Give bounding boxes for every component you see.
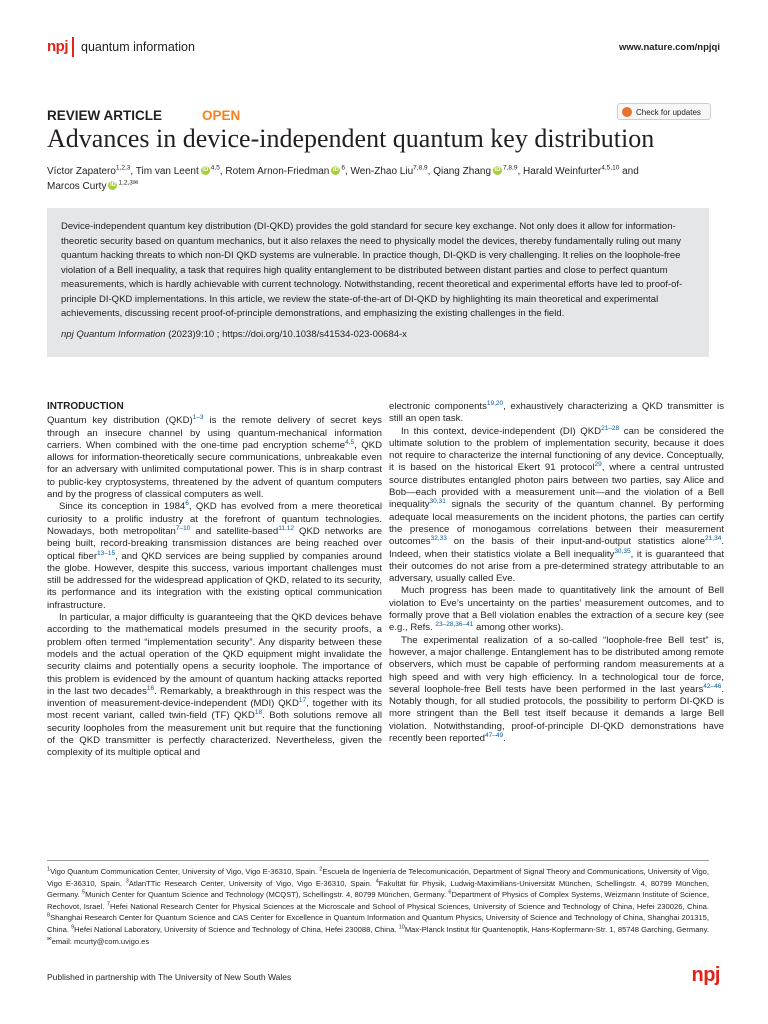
contact-email[interactable]: email: mcurty@com.uvigo.es [51,936,150,946]
reference-link[interactable]: 30,35 [614,547,631,555]
paragraph: Much progress has been made to quantitatively link the amount of Bell violation to Eve’s uncertainty on the parties’ measurement outcomes, and to formally prove that a Bell violation enables the extraction of a secure key (see e.g., Refs. $^{23-28,36-41}$ among other works). [389,585,724,634]
author-name[interactable]: Víctor Zapatero [47,166,116,177]
reference-link[interactable]: 19,20 [486,399,504,407]
author-affiliation: 4,5 [210,164,220,172]
reference-link[interactable]: 23–28,36–41 [435,621,474,629]
reference-link[interactable]: 32,33 [430,535,447,543]
abstract-text: Device-independent quantum key distribution (DI-QKD) provides the gold standard for secure key exchange. Not only does it allow for information-theoretic security based on quantum mechanics, but it also relaxes the need to physically model the devices, thereby fundamentally ruling out many quantum hacking threats to which non-DI QKD systems are vulnerable. In practice though, DI-QKD is very challenging. It relies on the loophole-free violation of a Bell inequality, a task that requires high quality entanglement to be distributed between distant parties and close to perfect quantum measurements, which is hardly achievable with current technology. Notwithstanding, recent theoretical and experimental efforts have led to proof-of-principle DI-QKD implementations. In this article, we review the state-of-the-art of DI-QKD by highlighting its main theoretical and experimental achievements, discussing recent proof-of-principle demonstrations, and emphasizing the existing challenges in the field. [61,221,683,319]
article-title: Advances in device-independent quantum key distribution [47,124,655,153]
author-affiliation: 1,2,3✉ [118,179,139,187]
author-name[interactable]: Tim van Leent [135,166,199,177]
journal-url[interactable]: www.nature.com/npjqi [619,42,720,53]
author-list: Víctor Zapatero$^{1,2,3}$, Tim van Leent iD $^{4,5}$, Rotem Arnon-Friedman iD $^6$, Wen-Zhao Liu$^{7,8,9}$, Qiang Zhang iD $^{7,8,9}$, Harald Weinfurter$^{4,5,10}$ and Marcos Curty iD $^{1,2,3✉}$ [47,164,639,192]
body-column-right [389,401,724,745]
author-affiliation: 4,5,10 [601,164,620,172]
section-heading: INTRODUCTION [47,401,124,412]
abstract-box [47,208,709,357]
reference-link[interactable]: 4,5 [345,438,355,446]
citation-journal: npj Quantum Information [61,328,166,340]
npj-footer-logo[interactable]: npj [691,964,720,986]
reference-link[interactable]: 29 [594,461,602,469]
reference-link[interactable]: 1–3 [192,414,204,422]
reference-link[interactable]: 30,31 [429,498,446,506]
npj-logo[interactable]: npj [47,38,68,55]
reference-link[interactable]: 6 [185,500,189,508]
paragraph: Since its conception in 1984$^6$, QKD has evolved from a mere theoretical curiosity to a prolific industry at the forefront of quantum technologies. Nowadays, both metropolitan$^{7-10}$ and satellite-based$^{11,12}$ QKD networks are being built, record-breaking transmission distances are being reached over optical fiber$^{13-15}$, and QKD services are being supplied by companies around the globe. However, despite this success, various important challenges must still be addressed for the widespread application of QKD, related to its security, its performance and its integration with the existing optical communication infrastructure. [47,500,383,611]
author-affiliation: 7,8,9 [413,164,428,172]
paragraph: Quantum key distribution (QKD)$^{1-3}$ is the remote delivery of secret keys through an insecure channel by using quantum-mechanical information carriers. When combined with the one-time pad encryption scheme$^{4,5}$, QKD allows for information-theoretically secure communications, unbreakable even for an adversary with unlimited computational power. This is in sharp contrast to public-key cryptosystems, threatened by the advent of quantum computers and by the progress of classical computers as well. [47,414,382,501]
reference-link[interactable]: 13–15 [97,549,116,557]
reference-link[interactable]: 18 [254,709,263,717]
email-icon[interactable]: ✉ [132,179,139,187]
author-name[interactable]: Qiang Zhang [433,166,492,177]
reference-link[interactable]: 21,34 [705,535,722,543]
author-name[interactable]: Marcos Curty [47,181,107,192]
publisher-note: Published in partnership with The University of New South Wales [47,972,292,982]
check-for-updates-button[interactable] [617,103,711,120]
author-name[interactable]: Rotem Arnon-Friedman [225,166,330,177]
reference-link[interactable]: 47–49 [485,731,504,739]
reference-link[interactable]: 7–10 [175,524,191,532]
paragraph: electronic components$^{19,20}$, exhaustively characterizing a QKD transmitter is still an open task. [389,399,724,425]
author-name[interactable]: Wen-Zhao Liu [350,166,414,177]
author-affiliation: 7,8,9 [503,164,518,172]
reference-link[interactable]: 17 [298,696,307,704]
open-access-label: OPEN [202,108,241,123]
footnote-divider [47,860,709,861]
orcid-icon[interactable]: iD [202,166,209,173]
reference-link[interactable]: 21–28 [601,424,620,432]
author-affiliation: 1,2,3 [115,164,131,172]
orcid-icon[interactable]: iD [332,166,339,173]
paragraph: In this context, device-independent (DI) QKD$^{21-28}$ can be considered the ultimate solution to the problem of implementation security, because it does not require to characterize the internal functioning of any device. Conceptually, it is based on the historical Ekert 91 protocol$^{29}$, where a central untrusted source distributes entangled photon pairs between two parties, say Alice and Bob—each provided with a measurement unit—and the violation of a Bell inequality$^{30,31}$ signals the security of the quantum channel. By performing adequate local measurements on the incident photons, the parties can certify the presence of monogamous correlations between their measurement outcomes$^{32,33}$ on the basis of their input-and-output statistics alone$^{21,34}$. Indeed, when their statistics violate a Bell inequality$^{30,35}$, it is guaranteed that their outcomes do not arise from a pre-determined strategy attributable to an adversary, usually called Eve. [389,424,724,585]
citation-line [61,328,695,343]
author-name[interactable]: Harald Weinfurter [523,166,602,177]
reference-link[interactable]: 16 [146,684,155,692]
citation-doi[interactable]: (2023)9:10 ; https://doi.org/10.1038/s41534-023-00684-x [165,328,407,340]
reference-link[interactable]: 42–46 [703,682,722,690]
paragraph: In particular, a major difficulty is guaranteeing that the QKD devices behave according to the mathematical models presumed in the security proofs, a problem often termed “implementation security”. Any disparity between these models and the actual operation of the QKD equipment might invalidate the security claims and potentially opens a security loophole. The importance of this problem is evidenced by the amount of quantum hacking attacks reported in the last two decades$^{16}$. Remarkably, a breakthrough in this respect was the invention of measurement-device-independent (MDI) QKD$^{17}$, together with its most recent variant, called twin-field (TF) QKD$^{18}$. Both solutions remove all security loopholes from the measurement unit but require that the functioning of the QKD transmitter is perfectly characterized. Nevertheless, given the complexity of its multiple optical and [47,612,382,759]
article-type: REVIEW ARTICLE [47,108,163,123]
journal-name: quantum information [81,40,195,54]
email-icon: ✉ [47,936,52,943]
authors-conjunction: and [622,166,639,177]
author-affiliation: 6 [341,164,345,172]
reference-link[interactable]: 11,12 [278,524,294,532]
orcid-icon[interactable]: iD [494,166,501,173]
crossmark-icon [622,107,632,117]
header-divider [72,37,74,57]
check-for-updates-label: Check for updates [636,108,701,117]
body-column-left [47,401,382,760]
affiliations-footnote: $^1$Vigo Quantum Communication Center, University of Vigo, Vigo E-36310, Spain. $^2$Escuela de Ingeniería de Telecomunicación, Department of Signal Theory and Communications, University of Vigo, Vigo E-36310, Spain. $^3$AtlanTTic Research Center, University of Vigo, Vigo E-36310, Spain. $^4$Fakultät für Physik, Ludwig-Maximilians-Universität München, Schellingstr. 4, 80799 München, Germany. $^5$Munich Center for Quantum Science and Technology (MCQST), Schellingstr. 4, 80799 München, Germany. $^6$Department of Physics of Complex Systems, Weizmann Institute of Science, Rechovot, Israel. $^7$Hefei National Research Center for Physical Sciences at the Microscale and School of Physical Sciences, University of Science and Technology of China, Hefei 230026, China. $^8$Shanghai Research Center for Quantum Science and CAS Center for Excellence in Quantum Information and Quantum Physics, University of Science and Technology of China, Shanghai 201315, China. $^9$Hefei National Laboratory, University of Science and Technology of China, Hefei 230088, China. $^{10}$Max-Planck Institut für Quantenoptik, Hans-Kopfermann-Str. 1, 85748 Garching, Germany. ✉email: mcurty@com.uvigo.es [47,866,710,946]
orcid-icon[interactable]: iD [109,181,116,188]
paragraph: The experimental realization of a so-called “loophole-free Bell test” is, however, a major challenge. Entanglement has to be distributed among remote observers, which must be capable of performing random measurements at a high speed and with very high efficiency. In a technological tour de force, several loophole-free Bell tests have been performed in the last years$^{42-46}$. Notably though, for all studied protocols, the possibility to perform DI-QKD is more stringent than the Bell test itself because it demands a large Bell violation. Notwithstanding, proof-of-principle DI-QKD demonstrations have recently been reported$^{47-49}$. [389,634,724,745]
